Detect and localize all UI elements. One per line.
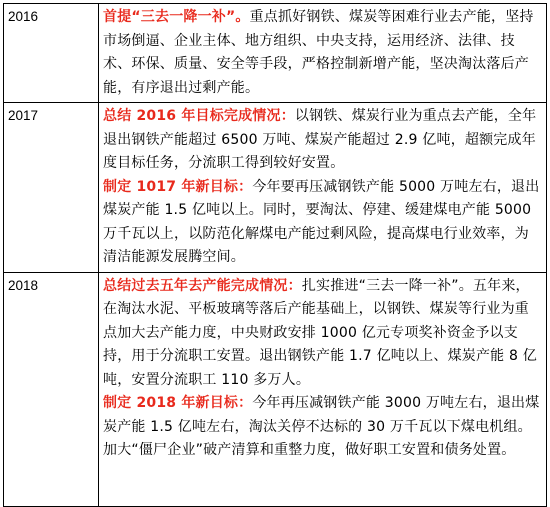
- highlight-text: 首提“三去一降一补”。: [103, 9, 250, 25]
- highlight-text: 制定 1017 年新目标：: [103, 178, 253, 195]
- paragraph: [103, 105, 542, 176]
- table-row-2017: [4, 103, 547, 273]
- year-cell: 2017: [4, 103, 99, 273]
- body-text: 扎实推进“三去一降一补”。五年来，在淘汰水泥、平板玻璃等落后产能基础上，以钢铁、煤炭等行业为重点加大去产能力度，中央财政安排 1000 亿元专项奖补资金予以支持，用于分流职工安置。退出钢铁产能 1.7 亿吨以上、煤炭产能 8 亿吨，安置分流职工 110 多万人。: [103, 277, 537, 388]
- body-text: 今年要再压减钢铁产能 5000 万吨左右，退出煤炭产能 1.5 亿吨以上。同时，要淘汰、停建、缓建煤电产能 5000 万千瓦以上，以防范化解煤电产能过剩风险，提高煤电行业效率，为清洁能源发展腾空间。: [103, 178, 540, 265]
- content-cell: [99, 103, 547, 273]
- table-row-2018: [4, 272, 547, 506]
- table-row-2016: [4, 4, 547, 103]
- year-cell: 2016: [4, 4, 99, 103]
- body-text: 重点抓好钢铁、煤炭等困难行业去产能，坚持市场倒逼、企业主体、地方组织、中央支持，运用经济、法律、技术、环保、质量、安全等手段，严格控制新增产能，坚决淘汰落后产能，有序退出过剩产能。: [103, 9, 534, 96]
- paragraph: [103, 176, 542, 270]
- highlight-text: 总结 2016 年目标完成情况：: [103, 108, 295, 124]
- highlight-text: 总结过去五年去产能完成情况：: [103, 277, 302, 294]
- body-text: 以钢铁、煤炭行业为重点去产能，全年退出钢铁产能超过 6500 万吨、煤炭产能超过 2.9 亿吨，超额完成年度目标任务，分流职工得到较好安置。: [103, 108, 537, 171]
- content-cell: [99, 272, 547, 506]
- highlight-text: 制定 2018 年新目标：: [103, 395, 253, 411]
- paragraph: [103, 275, 542, 393]
- body-text: 今年再压减钢铁产能 3000 万吨左右，退出煤炭产能 1.5 亿吨左右，淘汰关停不达标的 30 万千瓦以下煤电机组。加大“僵尸企业”破产清算和重整力度，做好职工安置和债务处置。: [103, 395, 540, 458]
- year-cell: 2018: [4, 272, 99, 506]
- paragraph: [103, 392, 542, 463]
- policy-table: [3, 3, 547, 507]
- content-cell: [99, 4, 547, 103]
